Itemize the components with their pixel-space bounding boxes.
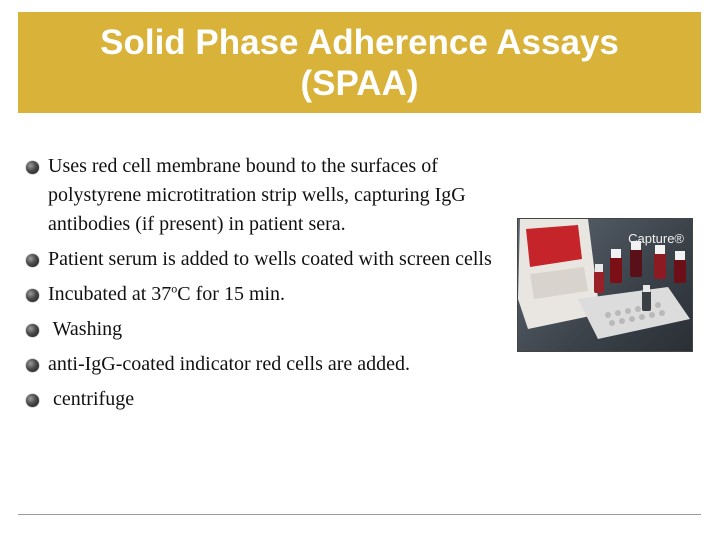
capture-brand-label: Capture®: [628, 231, 684, 246]
bullet-text: Patient serum is added to wells coated with screen cells: [48, 248, 492, 270]
bullet-item: [26, 315, 506, 344]
bullet-item: [26, 385, 506, 414]
bullet-icon: [26, 324, 39, 337]
bullet-text-post: C for 15 min.: [177, 283, 286, 305]
bullet-icon: [26, 254, 39, 267]
bullet-text: Uses red cell membrane bound to the surfaces of polystyrene microtitration strip wells, capturing IgG antibodies (if present) in patient sera.: [48, 155, 466, 235]
degree-superscript: o: [171, 281, 178, 296]
bullet-text: anti-IgG-coated indicator red cells are added.: [48, 353, 411, 375]
bullet-item: [26, 350, 506, 379]
slide-title-line1: Solid Phase Adherence Assays: [100, 22, 619, 62]
bullet-icon: [26, 161, 39, 174]
bullet-item: [26, 152, 506, 239]
bullet-icon: [26, 394, 39, 407]
slide-title-line2: (SPAA): [300, 63, 419, 103]
bullet-text: Washing: [48, 318, 123, 340]
bullet-text-pre: Incubated at 37: [48, 283, 172, 305]
bullet-icon: [26, 289, 39, 302]
bullet-list: [26, 152, 506, 420]
slide-title-bar: [18, 12, 701, 113]
bullet-item: [26, 280, 506, 309]
bullet-text: centrifuge: [48, 388, 135, 410]
capture-kit-photo: [517, 218, 693, 352]
bullet-item: [26, 245, 506, 274]
footer-divider: [18, 514, 701, 515]
bullet-icon: [26, 359, 39, 372]
